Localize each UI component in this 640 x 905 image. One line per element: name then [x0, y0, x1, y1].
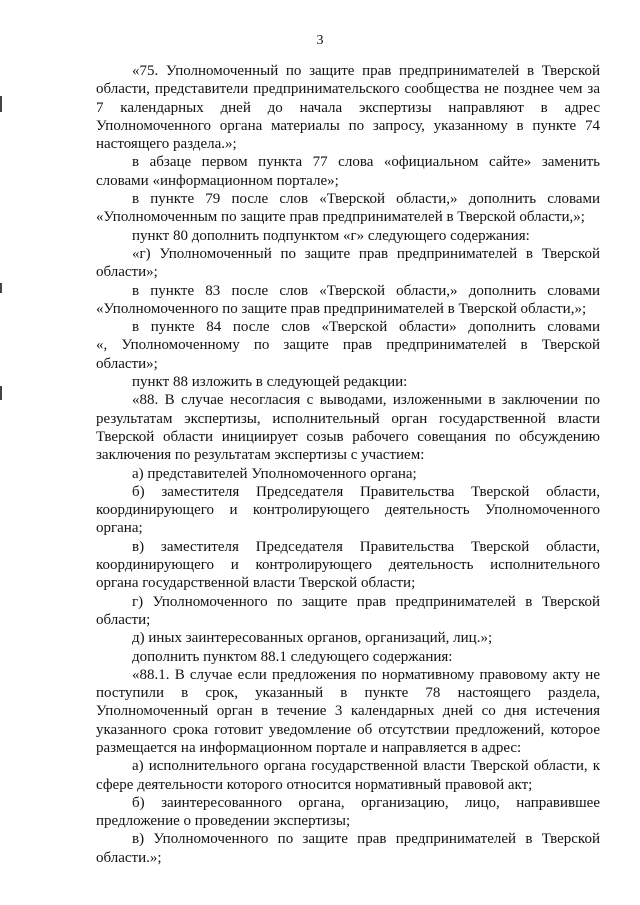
- text-line: Уполномоченного органа материалы по запросу, указанному в пункте 74: [96, 117, 600, 134]
- text-line: дополнить пунктом 88.1 следующего содержания:: [132, 648, 453, 665]
- text-line: Уполномоченный орган в течение 3 календарных дней со дня истечения: [96, 703, 600, 720]
- text-line: сфере деятельности которого относится нормативный правовой акт;: [96, 776, 533, 793]
- text-line: заключения по результатам экспертизы с участием:: [96, 447, 425, 464]
- text-line: области»;: [96, 355, 158, 372]
- text-line: «г) Уполномоченный по защите прав предпринимателей в Тверской: [132, 245, 600, 262]
- page-number: 3: [316, 33, 324, 48]
- scan-edge-mark: [0, 96, 2, 112]
- text-line: словами «информационном портале»;: [96, 172, 339, 189]
- text-line: указанного срока готовит уведомление об отсутствии предложений, которое: [96, 721, 600, 738]
- text-line: координирующего и контролирующего деятельность исполнительного: [96, 557, 600, 574]
- text-line: пункт 80 дополнить подпунктом «г» следующего содержания:: [132, 227, 530, 244]
- text-line: предложение о проведении экспертизы;: [96, 813, 351, 830]
- text-line: в пункте 79 после слов «Тверской области,» дополнить словами: [132, 191, 600, 208]
- text-line: «Уполномоченным по защите прав предпринимателей в Тверской области,»;: [96, 209, 585, 226]
- text-line: Тверской области инициирует созыв рабочего совещания по обсуждению: [96, 428, 600, 445]
- text-line: «88. В случае несогласия с выводами, изложенными в заключении по: [132, 392, 600, 409]
- document-body: [96, 62, 600, 867]
- text-line: д) иных заинтересованных органов, организаций, лиц.»;: [132, 630, 493, 647]
- text-line: в пункте 83 после слов «Тверской области,» дополнить словами: [132, 282, 600, 299]
- text-line: а) исполнительного органа государственной власти Тверской области, к: [132, 758, 600, 775]
- scan-edge-mark: [0, 386, 2, 400]
- text-line: б) заинтересованного органа, организацию, лицо, направившее: [132, 794, 600, 811]
- text-line: в абзаце первом пункта 77 слова «официальном сайте» заменить: [132, 154, 600, 171]
- text-line: органа государственной власти Тверской области;: [96, 575, 416, 592]
- text-line: пункт 88 изложить в следующей редакции:: [132, 374, 408, 391]
- text-line: координирующего и контролирующего деятельность Уполномоченного: [96, 502, 600, 519]
- text-line: б) заместителя Председателя Правительства Тверской области,: [132, 483, 600, 500]
- text-line: 7 календарных дней до начала экспертизы направляют в адрес: [96, 99, 600, 116]
- text-line: «88.1. В случае если предложения по нормативному правовому акту не: [132, 666, 600, 683]
- text-line: «, Уполномоченному по защите прав предпринимателей в Тверской: [96, 337, 600, 354]
- scan-edge-mark: [0, 283, 2, 293]
- text-line: настоящего раздела.»;: [96, 136, 237, 153]
- text-line: органа;: [96, 520, 143, 537]
- text-line: г) Уполномоченного по защите прав предпринимателей в Тверской: [132, 593, 600, 610]
- text-line: «75. Уполномоченный по защите прав предпринимателей в Тверской: [132, 63, 600, 79]
- text-line: в) Уполномоченного по защите прав предпринимателей в Тверской: [132, 831, 600, 848]
- text-line: «Уполномоченного по защите прав предпринимателей в Тверской области,»;: [96, 300, 587, 317]
- text-line: размещается на информационном портале и направляется в адрес:: [96, 739, 522, 756]
- text-line: области;: [96, 611, 151, 628]
- text-line: поступили в срок, указанный в пункте 78 настоящего раздела,: [96, 685, 600, 702]
- text-line: в) заместителя Председателя Правительства Тверской области,: [132, 538, 600, 555]
- text-line: в пункте 84 после слов «Тверской области» дополнить словами: [132, 319, 600, 336]
- text-line: а) представителей Уполномоченного органа;: [132, 465, 417, 482]
- text-line: области.»;: [96, 849, 162, 866]
- text-line: результатам экспертизы, исполнительный орган государственной власти: [96, 410, 600, 427]
- text-line: области, представители предпринимательского сообщества не позднее чем за: [96, 81, 600, 98]
- text-line: области»;: [96, 264, 158, 281]
